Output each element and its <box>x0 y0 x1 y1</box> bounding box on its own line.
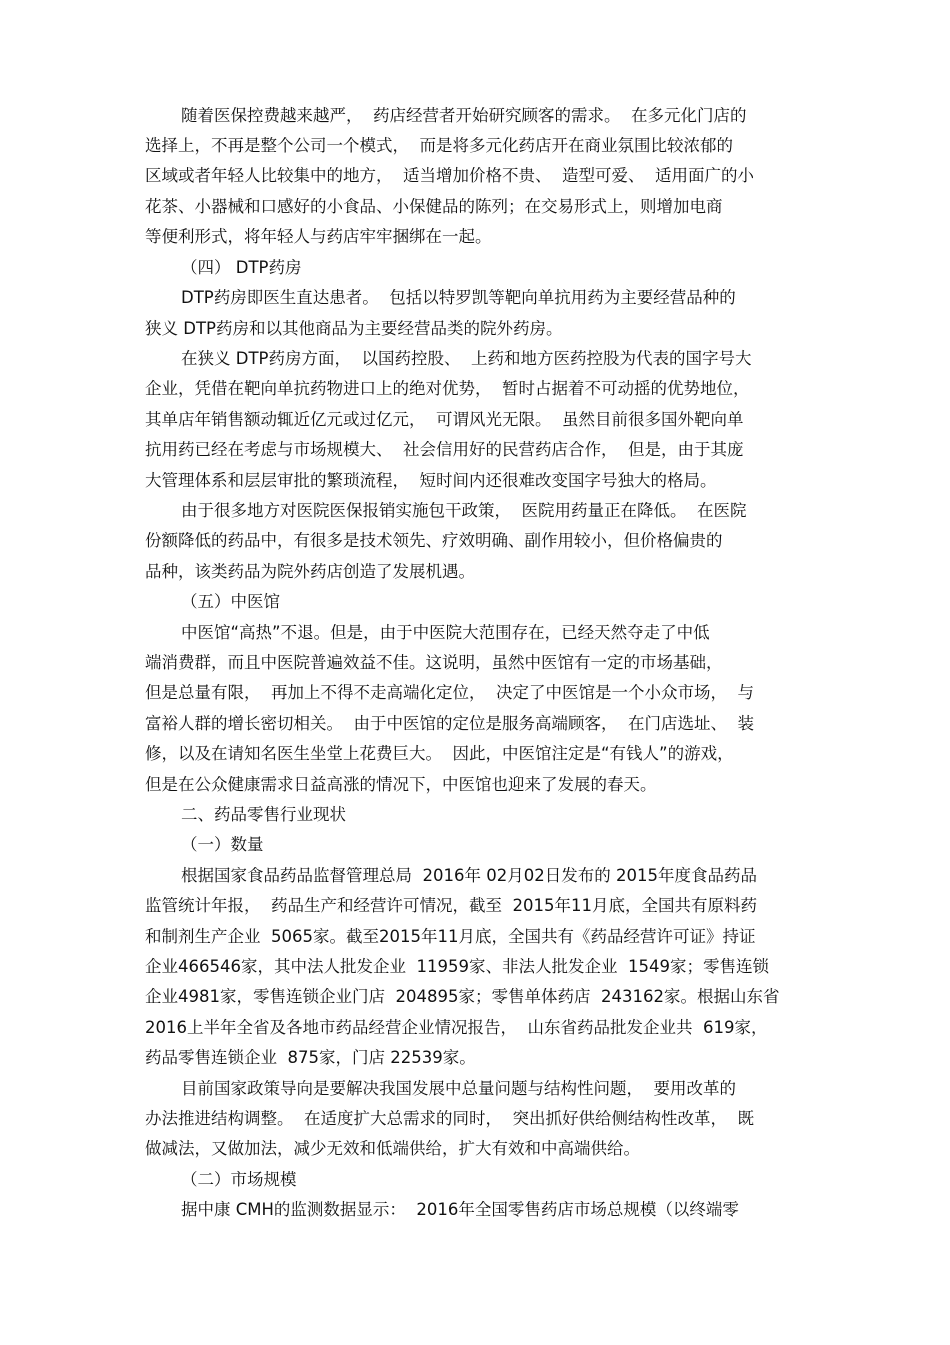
text-line: 根据国家食品药品监督管理总局 2016年 02月02日发布的 2015年度食品药品 <box>181 866 757 885</box>
text-line: （二）市场规模 <box>181 1170 297 1189</box>
text-line: 企业466546家，其中法人批发企业 11959家、非法人批发企业 1549家；零售连锁 <box>145 957 769 976</box>
text-line: 端消费群，而且中医院普遍效益不佳。这说明，虽然中医馆有一定的市场基础， <box>145 653 723 672</box>
text-line: （四） DTP药房 <box>181 258 302 277</box>
text-line: 但是总量有限， 再加上不得不走高端化定位， 决定了中医馆是一个小众市场， 与 <box>145 683 754 702</box>
text-line: 区域或者年轻人比较集中的地方， 适当增加价格不贵、 造型可爱、 适用面广的小 <box>145 166 754 185</box>
text-line: 2016上半年全省及各地市药品经营企业情况报告， 山东省药品批发企业共 619家， <box>145 1018 768 1037</box>
text-line: 企业4981家，零售连锁企业门店 204895家；零售单体药店 243162家。根据山东省 <box>145 987 780 1006</box>
text-line: 监管统计年报， 药品生产和经营许可情况，截至 2015年11月底，全国共有原料药 <box>145 896 757 915</box>
text-line: 富裕人群的增长密切相关。 由于中医馆的定位是服务高端顾客， 在门店选址、 装 <box>145 714 754 733</box>
text-line: 其单店年销售额动辄近亿元或过亿元， 可谓风光无限。 虽然目前很多国外靶向单 <box>145 410 744 429</box>
text-line: 抗用药已经在考虑与市场规模大、 社会信用好的民营药店合作， 但是，由于其庞 <box>145 440 744 459</box>
text-line: DTP药房即医生直达患者。 包括以特罗凯等靶向单抗用药为主要经营品种的 <box>181 288 736 307</box>
text-line: 修，以及在请知名医生坐堂上花费巨大。 因此，中医馆注定是“有钱人”的游戏， <box>145 744 734 763</box>
text-line: 药品零售连锁企业 875家，门店 22539家。 <box>145 1048 476 1067</box>
text-line: 份额降低的药品中，有很多是技术领先、疗效明确、副作用较小，但价格偏贵的 <box>145 531 723 550</box>
text-line: 在狭义 DTP药房方面， 以国药控股、 上药和地方医药控股为代表的国字号大 <box>181 349 752 368</box>
text-line: 二、药品零售行业现状 <box>181 805 346 824</box>
text-line: 做减法，又做加法，减少无效和低端供给，扩大有效和中高端供给。 <box>145 1139 640 1158</box>
text-line: 和制剂生产企业 5065家。截至2015年11月底，全国共有《药品经营许可证》持证 <box>145 927 756 946</box>
text-line: （五）中医馆 <box>181 592 280 611</box>
text-line: 但是在公众健康需求日益高涨的情况下，中医馆也迎来了发展的春天。 <box>145 775 657 794</box>
text-line: 花茶、小器械和口感好的小食品、小保健品的陈列；在交易形式上，则增加电商 <box>145 197 723 216</box>
text-line: 大管理体系和层层审批的繁琐流程， 短时间内还很难改变国字号独大的格局。 <box>145 471 717 490</box>
text-line: 品种，该类药品为院外药店创造了发展机遇。 <box>145 562 475 581</box>
text-line: 随着医保控费越来越严， 药店经营者开始研究顾客的需求。 在多元化门店的 <box>181 106 747 125</box>
text-line: 办法推进结构调整。 在适度扩大总需求的同时， 突出抓好供给侧结构性改革， 既 <box>145 1109 754 1128</box>
text-line: 中医馆“高热”不退。但是，由于中医院大范围存在，已经天然夺走了中低 <box>181 623 710 642</box>
text-line: 企业，凭借在靶向单抗药物进口上的绝对优势， 暂时占据着不可动摇的优势地位， <box>145 379 750 398</box>
text-line: 由于很多地方对医院医保报销实施包干政策， 医院用药量正在降低。 在医院 <box>181 501 747 520</box>
text-line: 等便利形式，将年轻人与药店牢牢捆绑在一起。 <box>145 227 492 246</box>
text-line: 目前国家政策导向是要解决我国发展中总量问题与结构性问题， 要用改革的 <box>181 1079 736 1098</box>
text-line: 选择上，不再是整个公司一个模式， 而是将多元化药店开在商业氛围比较浓郁的 <box>145 136 733 155</box>
text-line: 狭义 DTP药房和以其他商品为主要经营品类的院外药房。 <box>145 319 563 338</box>
text-line: （一）数量 <box>181 835 264 854</box>
text-line: 据中康 CMH的监测数据显示： 2016年全国零售药店市场总规模（以终端零 <box>181 1200 739 1219</box>
